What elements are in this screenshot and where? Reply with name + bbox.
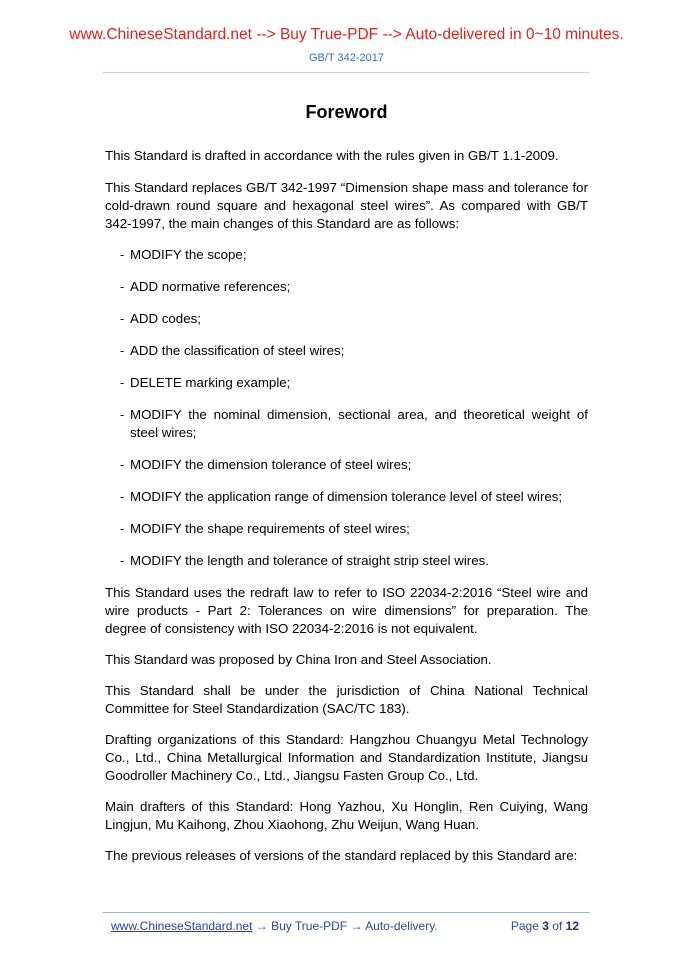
list-item: - MODIFY the nominal dimension, sectional area, and theoretical weight of steel wires; [120, 407, 588, 440]
list-item: - MODIFY the shape requirements of steel wires; [120, 521, 410, 536]
arrow-right-icon: → [350, 919, 363, 933]
redraft-paragraph: This Standard uses the redraft law to refer to ISO 22034-2:2016 “Steel wire and wire products - Part 2: Tolerances on wire dimensions” for preparation. The degree of consistency with ISO 22034-2:2016 is not equivalent. [105, 585, 588, 636]
standard-code: GB/T 342-2017 [308, 52, 384, 64]
list-dash: - [120, 489, 125, 504]
list-item: - MODIFY the scope; [120, 247, 247, 262]
list-dash: - [120, 521, 125, 536]
jurisdiction-paragraph: This Standard shall be under the jurisdiction of China National Technical Committee for Steel Standardization (SAC/TC 183). [105, 683, 588, 716]
list-dash: - [120, 311, 125, 326]
drafters-paragraph: Main drafters of this Standard: Hong Yazhou, Xu Honglin, Ren Cuiying, Wang Lingjun, Mu Kaihong, Zhou Xiaohong, Zhu Weijun, Wang Huan. [105, 799, 588, 832]
list-item: - MODIFY the application range of dimension tolerance level of steel wires; [120, 489, 563, 504]
list-dash: - [120, 553, 125, 568]
list-item: - MODIFY the length and tolerance of straight strip steel wires. [120, 553, 489, 568]
page-title: Foreword [305, 102, 388, 122]
list-dash: - [120, 247, 125, 262]
list-item: - DELETE marking example; [120, 375, 291, 390]
proposed-paragraph: This Standard was proposed by China Iron and Steel Association. [105, 652, 492, 667]
page-number [511, 919, 579, 933]
page-label: Page [510, 919, 539, 933]
list-item: - MODIFY the dimension tolerance of steel wires; [120, 457, 412, 472]
list-dash: - [120, 457, 125, 472]
previous-releases-paragraph: The previous releases of versions of the standard replaced by this Standard are: [105, 848, 578, 863]
total-pages: 12 [565, 919, 579, 933]
list-item: - ADD normative references; [120, 279, 291, 294]
header-divider [103, 72, 590, 73]
list-dash: - [120, 343, 125, 358]
current-page: 3 [542, 919, 549, 933]
list-dash: - [120, 407, 125, 422]
arrow-right-icon: → [255, 919, 268, 933]
list-item: - ADD the classification of steel wires; [120, 343, 345, 358]
intro-paragraph-2: This Standard replaces GB/T 342-1997 “Dimension shape mass and tolerance for cold-drawn round square and hexagonal steel wires”. As compared with GB/T 342-1997, the main changes of this Standard are as follows: [105, 180, 588, 231]
footer-links [111, 919, 438, 933]
drafting-orgs-paragraph: Drafting organizations of this Standard: Hangzhou Chuangyu Metal Technology Co., Ltd., China Metallurgical Information and Standardization Institute, Jiangsu Goodroller Machinery Co., Ltd., Jiangsu Fasten Group Co., Ltd. [105, 732, 588, 783]
list-dash: - [120, 375, 125, 390]
footer-divider [103, 912, 590, 913]
list-item: - ADD codes; [120, 311, 201, 326]
footer-auto-text: Auto-delivery. [365, 919, 438, 933]
footer-site-link[interactable]: www.ChineseStandard.net [111, 919, 253, 933]
foreword-body [105, 147, 588, 878]
changes-list [105, 246, 588, 570]
footer-buy-text[interactable]: Buy True-PDF [271, 919, 348, 933]
of-label: of [552, 919, 563, 933]
promo-banner[interactable]: www.ChineseStandard.net --> Buy True-PDF --> Auto-delivered in 0~10 minutes. [69, 26, 624, 43]
list-dash: - [120, 279, 125, 294]
intro-paragraph-1: This Standard is drafted in accordance with the rules given in GB/T 1.1-2009. [105, 148, 559, 163]
